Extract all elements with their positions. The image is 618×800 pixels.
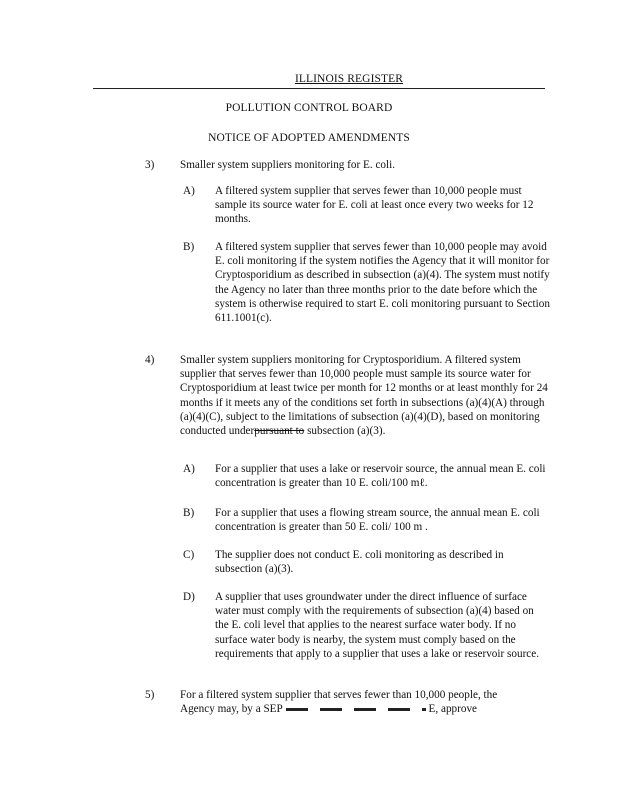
- illegible-text-mark: [286, 708, 426, 711]
- item-3a-text: A filtered system supplier that serves fewer than 10,000 people must sample its source water for E. coli at least once every two weeks for 12 months.: [215, 185, 534, 226]
- item-3-text: Smaller system suppliers monitoring for E. coli.: [180, 159, 396, 171]
- item-4-number: 4): [145, 354, 155, 366]
- item-5-line-2: [180, 702, 555, 716]
- board-title: POLLUTION CONTROL BOARD: [225, 102, 393, 114]
- item-5-line-2-start: Agency may, by a SEP: [180, 703, 283, 715]
- item-4d-text-rest: If no surface water body is nearby, the system must comply based on the requirements that apply to a supplier that uses a lake or reservoir source.: [215, 619, 540, 660]
- item-5-line-2-end: E, approve: [428, 703, 478, 715]
- item-4c-text: The supplier does not conduct E. coli monitoring as described in subsection (a)(3).: [215, 549, 504, 576]
- register-title-text: ILLINOIS REGISTER: [294, 73, 404, 85]
- item-4d-text-start: A supplier that uses groundwater under the direct influence of surface water must comply with the requirements of subsection (a)(4) based on the E. coli level that applies to the nearest surface water body.: [215, 591, 534, 632]
- item-4-text-struck: pursuant to: [254, 425, 305, 438]
- item-4d-text: [215, 590, 550, 661]
- item-3a-letter: A): [183, 185, 195, 197]
- item-4-text: [180, 353, 555, 438]
- notice-title: NOTICE OF ADOPTED AMENDMENTS: [208, 132, 410, 144]
- item-4c-letter: C): [183, 549, 195, 561]
- item-4-text-main: Smaller system suppliers monitoring for Cryptosporidium. A filtered system supplier that serves fewer than 10,000 people must sample its source water for Cryptosporidium at least twice per month for 12 months or at least monthly for 24 months if it meets any of the conditions set forth in subsections (a)(4)(A) through (a)(4)(C), subject to the limitations of subsection (a)(4)(D), based on monitoring conducted under: [180, 354, 548, 438]
- item-4-text-end: subsection (a)(3).: [307, 425, 386, 438]
- item-5-line-1: For a filtered system supplier that serves fewer than 10,000 people, the: [180, 689, 498, 701]
- header-rule: [93, 88, 545, 89]
- item-4b-letter: B): [183, 507, 195, 519]
- item-3b-text: A filtered system supplier that serves fewer than 10,000 people may avoid E. coli monitoring if the system notifies the Agency that it will monitor for Cryptosporidium as described in subsection (a)(4). The system must notify the Agency no later than three months prior to the date before which the system is otherwise required to start E. coli monitoring pursuant to Section 611.1001(c).: [215, 241, 550, 325]
- item-3b-letter: B): [183, 241, 195, 253]
- item-3-number: 3): [145, 159, 155, 171]
- register-title: [40, 72, 618, 86]
- item-4a-text: For a supplier that uses a lake or reservoir source, the annual mean E. coli concentration is greater than 10 E. coli/100 mℓ.: [215, 463, 546, 490]
- item-4b-text: For a supplier that uses a flowing stream source, the annual mean E. coli concentration is greater than 50 E. coli/ 100 m .: [215, 507, 540, 534]
- item-5-number: 5): [145, 689, 155, 701]
- item-4a-letter: A): [183, 463, 195, 475]
- item-4d-letter: D): [183, 591, 195, 603]
